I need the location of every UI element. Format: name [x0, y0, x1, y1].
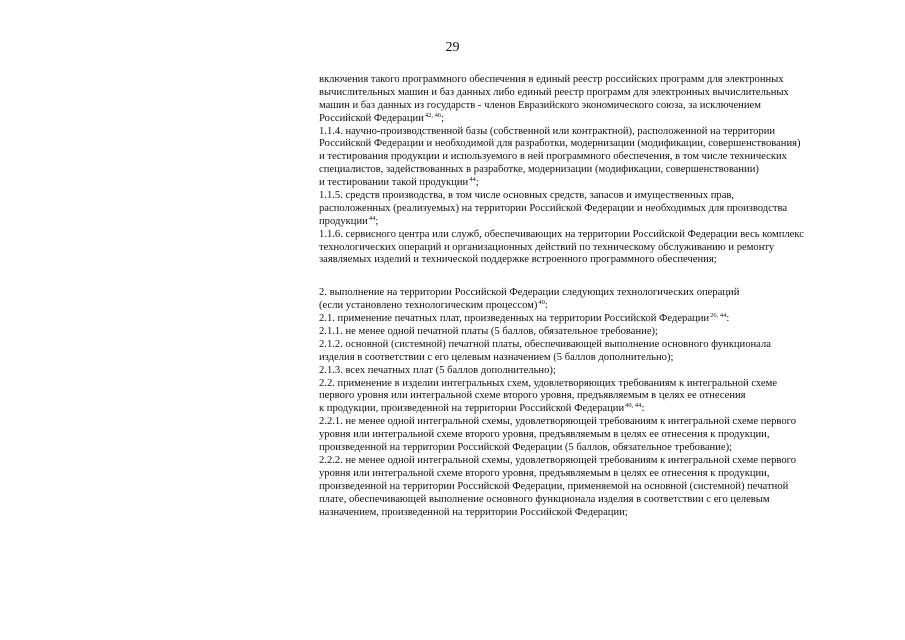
line-text: расположенных (реализуемых) на территории Российской Федерации и необходимых для производства — [319, 202, 788, 214]
line-text: Российской Федерации и необходимой для разработки, модернизации (модификации, совершенствования) — [319, 138, 801, 150]
line-text: произведенной на территории Российской Федерации, применяемой на основной (системной) печатной — [319, 480, 789, 492]
line-text: продукции — [319, 215, 368, 227]
line-punctuation: : — [544, 300, 548, 312]
text-line — [319, 352, 879, 365]
line-text: 1.1.5. средств производства, в том числе основных средств, запасов и имущественных прав, — [319, 190, 735, 202]
footnote-reference: 44 — [368, 214, 376, 222]
line-text: плате, обеспечивающей выполнение основного функционала изделия в соответствии с его целевым — [319, 493, 770, 505]
line-text: 1.1.4. научно-производственной базы (собственной или контрактной), расположенной на территории — [319, 125, 776, 137]
text-line — [319, 326, 879, 339]
line-text: заявляемых изделий и технической поддержке встроенного программного обеспечения; — [319, 254, 717, 266]
line-text: специалистов, задействованных в разработке, модернизации (модификации, совершенствовании) — [319, 164, 759, 176]
line-text: произведенной на территории Российской Федерации (5 баллов, обязательное требование); — [319, 442, 733, 454]
line-text: включения такого программного обеспечения в единый реестр российских программ для электронных — [319, 74, 784, 85]
text-line — [319, 126, 879, 139]
text-line — [319, 287, 879, 300]
text-line — [319, 164, 879, 177]
text-line — [319, 138, 879, 151]
line-text: и тестировании такой продукции — [319, 177, 469, 189]
text-line — [319, 365, 879, 378]
text-line — [319, 494, 879, 507]
line-text: и тестирования продукции и используемого в ней программного обеспечения, в том числе технических — [319, 151, 787, 163]
footnote-reference: 40, 44 — [625, 402, 642, 410]
line-text: 2.2. применение в изделии интегральных схем, удовлетворяющих требованиям к интегральной схеме — [319, 377, 778, 389]
text-line — [319, 229, 879, 242]
line-punctuation: : — [726, 313, 730, 325]
line-text: технологических операций и организационных действий по техническому обслуживанию и ремонту — [319, 241, 775, 253]
text-line — [319, 313, 879, 326]
text-line — [319, 242, 879, 255]
text-line — [319, 151, 879, 164]
text-line — [319, 203, 879, 216]
text-line — [319, 300, 879, 313]
text-line — [319, 87, 879, 100]
text-line — [319, 254, 879, 267]
text-block-requirements-2 — [319, 287, 879, 519]
text-line — [319, 190, 879, 203]
line-text: изделия в соответствии с его целевым назначением (5 баллов дополнительно); — [319, 351, 674, 363]
line-text: 1.1.6. сервисного центра или служб, обеспечивающих на территории Российской Федерации весь комплекс — [319, 228, 804, 240]
text-line — [319, 390, 879, 403]
text-line — [319, 429, 879, 442]
line-text: назначением, произведенной на территории Российской Федерации; — [319, 506, 628, 518]
line-text: вычислительных машин и баз данных либо единый реестр программ для электронных вычислительных — [319, 86, 789, 98]
document-body — [319, 74, 879, 519]
line-text: (если установлено технологическим процессом) — [319, 300, 538, 312]
text-line — [319, 455, 879, 468]
text-line — [319, 403, 879, 416]
line-punctuation: ; — [475, 177, 479, 189]
footnote-reference: 44 — [469, 176, 476, 184]
line-text: 2.1.2. основной (системной) печатной платы, обеспечивающей выполнение основного функционала — [319, 338, 771, 350]
line-text: 2.2.2. не менее одной интегральной схемы, удовлетворяющей требованиям к интегральной схеме первого — [319, 454, 797, 466]
text-line — [319, 416, 879, 429]
text-block-requirements-1-1 — [319, 74, 879, 267]
text-line — [319, 177, 879, 190]
text-line — [319, 113, 879, 126]
text-line — [319, 468, 879, 481]
footnote-reference: 26, 44 — [710, 312, 727, 320]
text-line — [319, 378, 879, 391]
text-line — [319, 481, 879, 494]
line-text: уровня или интегральной схеме второго уровня, предъявляемым в целях ее отнесения к продукции, — [319, 429, 770, 441]
line-text: Российской Федерации — [319, 112, 424, 124]
text-line — [319, 100, 879, 113]
text-line — [319, 216, 879, 229]
line-punctuation: : — [641, 403, 645, 415]
line-text: уровня или интегральной схеме второго уровня, предъявляемым в целях ее отнесения к продукции, — [319, 467, 770, 479]
line-text: 2.1.3. всех печатных плат (5 баллов дополнительно); — [319, 364, 556, 376]
line-text: к продукции, произведенной на территории Российской Федерации — [319, 403, 625, 415]
footnote-reference: 40 — [538, 299, 545, 307]
line-text: 2. выполнение на территории Российской Федерации следующих технологических операций — [319, 287, 740, 299]
footnote-reference: 42, 46 — [424, 111, 442, 119]
text-line — [319, 507, 879, 520]
line-text: 2.2.1. не менее одной интегральной схемы, удовлетворяющей требованиям к интегральной схеме первого — [319, 416, 797, 428]
paragraph-gap — [319, 267, 879, 287]
text-line — [319, 442, 879, 455]
text-line — [319, 74, 879, 87]
line-text: 2.1. применение печатных плат, произведенных на территории Российской Федерации — [319, 313, 710, 325]
page-number: 29 — [445, 40, 460, 55]
line-punctuation: ; — [441, 112, 445, 124]
line-text: машин и баз данных из государств - членов Евразийского экономического союза, за исключением — [319, 99, 761, 111]
line-text: 2.1.1. не менее одной печатной платы (5 баллов, обязательное требование); — [319, 326, 659, 338]
line-punctuation: ; — [375, 215, 379, 227]
line-text: первого уровня или интегральной схеме второго уровня, предъявляемым в целях ее отнесения — [319, 390, 746, 402]
text-line — [319, 339, 879, 352]
